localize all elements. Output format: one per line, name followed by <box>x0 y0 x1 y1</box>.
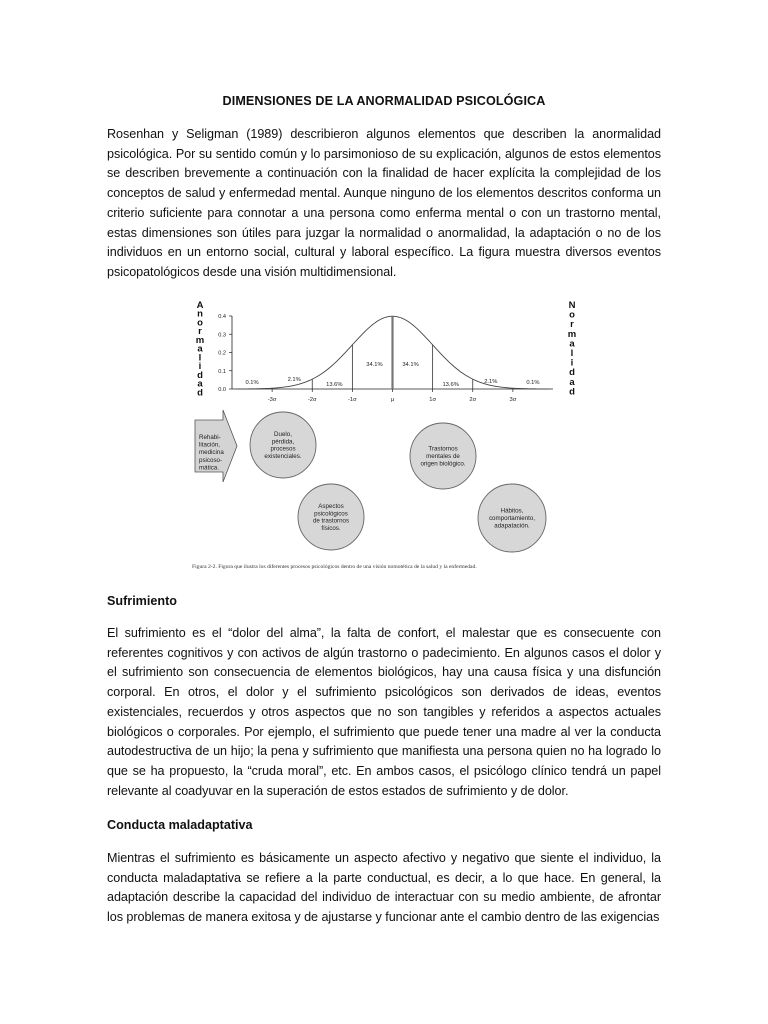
figure-caption: Figura 2-2. Figura que ilustra los diferentes procesos psicológicos dentro de una visión nomotética de la salud y la enfermedad. <box>192 564 477 570</box>
vertical-label-letter: a <box>197 343 203 355</box>
circle-text-line: adapatación. <box>494 522 530 530</box>
vertical-label-letter: d <box>197 387 203 399</box>
vertical-label-letter: i <box>570 357 574 369</box>
y-tick-label: 0.1 <box>218 368 226 375</box>
region-percent-label: 34.1% <box>402 362 419 369</box>
concept-circle <box>478 484 546 552</box>
x-tick-label: μ <box>390 397 395 403</box>
vertical-label-letter: r <box>570 319 574 331</box>
vertical-label-letter: r <box>198 326 202 338</box>
intro-paragraph: Rosenhan y Seligman (1989) describieron algunos elementos que describen la anormalidad psicológica. Por su sentido común y lo parsimonioso de su explicación, algunos de estos elementos se describen brevemente a continuación con la finalidad de hacer explícita la complejidad de los conceptos de salud y enfermedad mental. Aunque ninguno de los elementos descritos conforma un criterio suficiente para connotar a una persona como enferma mental o con un trastorno mental, estas dimensiones son útiles para juzgar la normalidad o anormalidad, la adaptación o no de los individuos en un entorno social, cultural y laboral específico. La figura muestra diversos eventos psicopatológicos desde una visión multidimensional. <box>107 127 661 279</box>
circle-text-line: procesos <box>270 445 296 453</box>
vertical-label-letter: d <box>569 367 575 379</box>
x-tick-label: 3σ <box>509 397 517 403</box>
vertical-label-letter: n <box>197 308 203 320</box>
section-body-conducta: Mientras el sufrimiento es básicamente un aspecto afectivo y negativo que siente el individuo, la conducta maladaptativa se refiere a la parte conductual, es decir, a lo que hace. En general, la adaptación describe la capacidad del individuo de interactuar con su medio ambiente, de afrontar los problemas de manera exitosa y de ajustarse y funcionar ante el cambio dentro de las exigencias <box>107 851 661 925</box>
circle-text-line: Duelo, <box>274 430 292 438</box>
vertical-label-letter: a <box>569 376 575 388</box>
region-percent-label: 34.1% <box>366 362 383 369</box>
vertical-label-letter: d <box>569 386 575 398</box>
circle-text-line: de trastornos <box>312 517 350 525</box>
arrow-box-line: psicoso- <box>199 456 223 464</box>
vertical-label-letter: a <box>569 338 575 350</box>
vertical-label-letter: N <box>568 300 576 311</box>
circle-text-line: existenciales. <box>264 453 302 461</box>
x-axis-ticks <box>268 389 517 403</box>
circle-text-line: psicológicos <box>314 510 348 518</box>
circle-text-line: mentales de <box>426 453 460 460</box>
section-body-sufrimiento: El sufrimiento es el “dolor del alma”, la falta de confort, el malestar que es consecuente con referentes cognitivos y con activos de algún trastorno o padecimiento. En algunos casos el dolor y el sufrimiento son consecuencia de elementos biológicos, hay una causa física y una disfunción corporal. En otros, el dolor y el sufrimiento psicológicos son derivados de ideas, eventos existenciales, recuerdos y otros aspectos que no son tangibles y referidos a aspectos actuales biológicos o corporales. Por ejemplo, el sufrimiento que puede tener una madre al ver la conducta autodestructiva de un hijo; la pena y sufrimiento que manifiesta una persona quien no ha logrado lo que se ha propuesto, la “cruda moral”, etc. En ambos casos, el psicólogo clínico tendrá un papel relevante al coadyuvar en la superación de estos estados de sufrimiento y de dolor. <box>107 626 661 798</box>
region-percent-label: 13.6% <box>442 382 459 389</box>
vertical-label-letter: m <box>567 328 577 340</box>
arrow-box-line: litación, <box>199 441 220 449</box>
circle-text-line: comportamiento, <box>488 515 536 522</box>
x-tick-label: -3σ <box>267 397 277 403</box>
x-tick-label: -1σ <box>348 397 357 403</box>
circle-text-line: Hábitos, <box>500 507 524 515</box>
concept-circle <box>410 423 476 489</box>
vertical-label-letter: o <box>197 317 203 329</box>
vertical-label-letter: m <box>195 334 205 346</box>
region-percent-label: 0.1% <box>245 379 259 386</box>
region-percent-label: 2.1% <box>484 378 498 385</box>
section-heading-conducta: Conducta maladaptativa <box>107 818 253 832</box>
region-percent-label: 0.1% <box>526 379 540 386</box>
arrow-box-line: mática. <box>199 464 219 472</box>
right-vertical-label <box>568 300 576 397</box>
arrow-box-line: medicina <box>199 449 224 457</box>
concept-circle <box>298 484 364 550</box>
x-tick-label: -2σ <box>307 397 317 403</box>
circle-text-line: Aspectos <box>318 502 344 510</box>
region-percent-label: 2.1% <box>287 377 301 384</box>
vertical-label-letter: o <box>569 309 575 321</box>
left-vertical-label <box>196 300 204 398</box>
circle-text-line: origen biológico. <box>420 460 466 468</box>
vertical-label-letter: l <box>570 348 574 359</box>
y-tick-label: 0.3 <box>218 332 226 339</box>
y-tick-label: 0.0 <box>218 387 226 393</box>
sigma-lines <box>272 316 513 389</box>
circle-text-line: Trastornos <box>428 445 458 453</box>
page-title: DIMENSIONES DE LA ANORMALIDAD PSICOLÓGICA <box>222 94 546 108</box>
region-percent-label: 13.6% <box>326 382 343 389</box>
section-heading-sufrimiento: Sufrimiento <box>107 594 177 608</box>
circle-text-line: pérdida, <box>271 438 295 446</box>
x-tick-label: 2σ <box>469 397 477 403</box>
x-tick-label: 1σ <box>429 397 437 403</box>
vertical-label-letter: A <box>196 300 204 311</box>
figure-graphic <box>188 298 588 563</box>
vertical-label-letter: l <box>198 352 202 364</box>
concept-circles <box>250 412 546 552</box>
y-axis-ticks <box>218 314 232 393</box>
figure <box>188 298 588 578</box>
y-tick-label: 0.2 <box>218 350 226 357</box>
vertical-label-letter: i <box>198 361 202 373</box>
rehabilitation-arrow-box <box>195 410 237 482</box>
concept-circle <box>250 412 316 478</box>
vertical-label-letter: a <box>197 378 203 390</box>
vertical-label-letter: d <box>197 369 203 381</box>
y-tick-label: 0.4 <box>218 314 226 320</box>
circle-text-line: físicos. <box>321 525 341 533</box>
arrow-box-line: Rehabi- <box>199 434 221 441</box>
